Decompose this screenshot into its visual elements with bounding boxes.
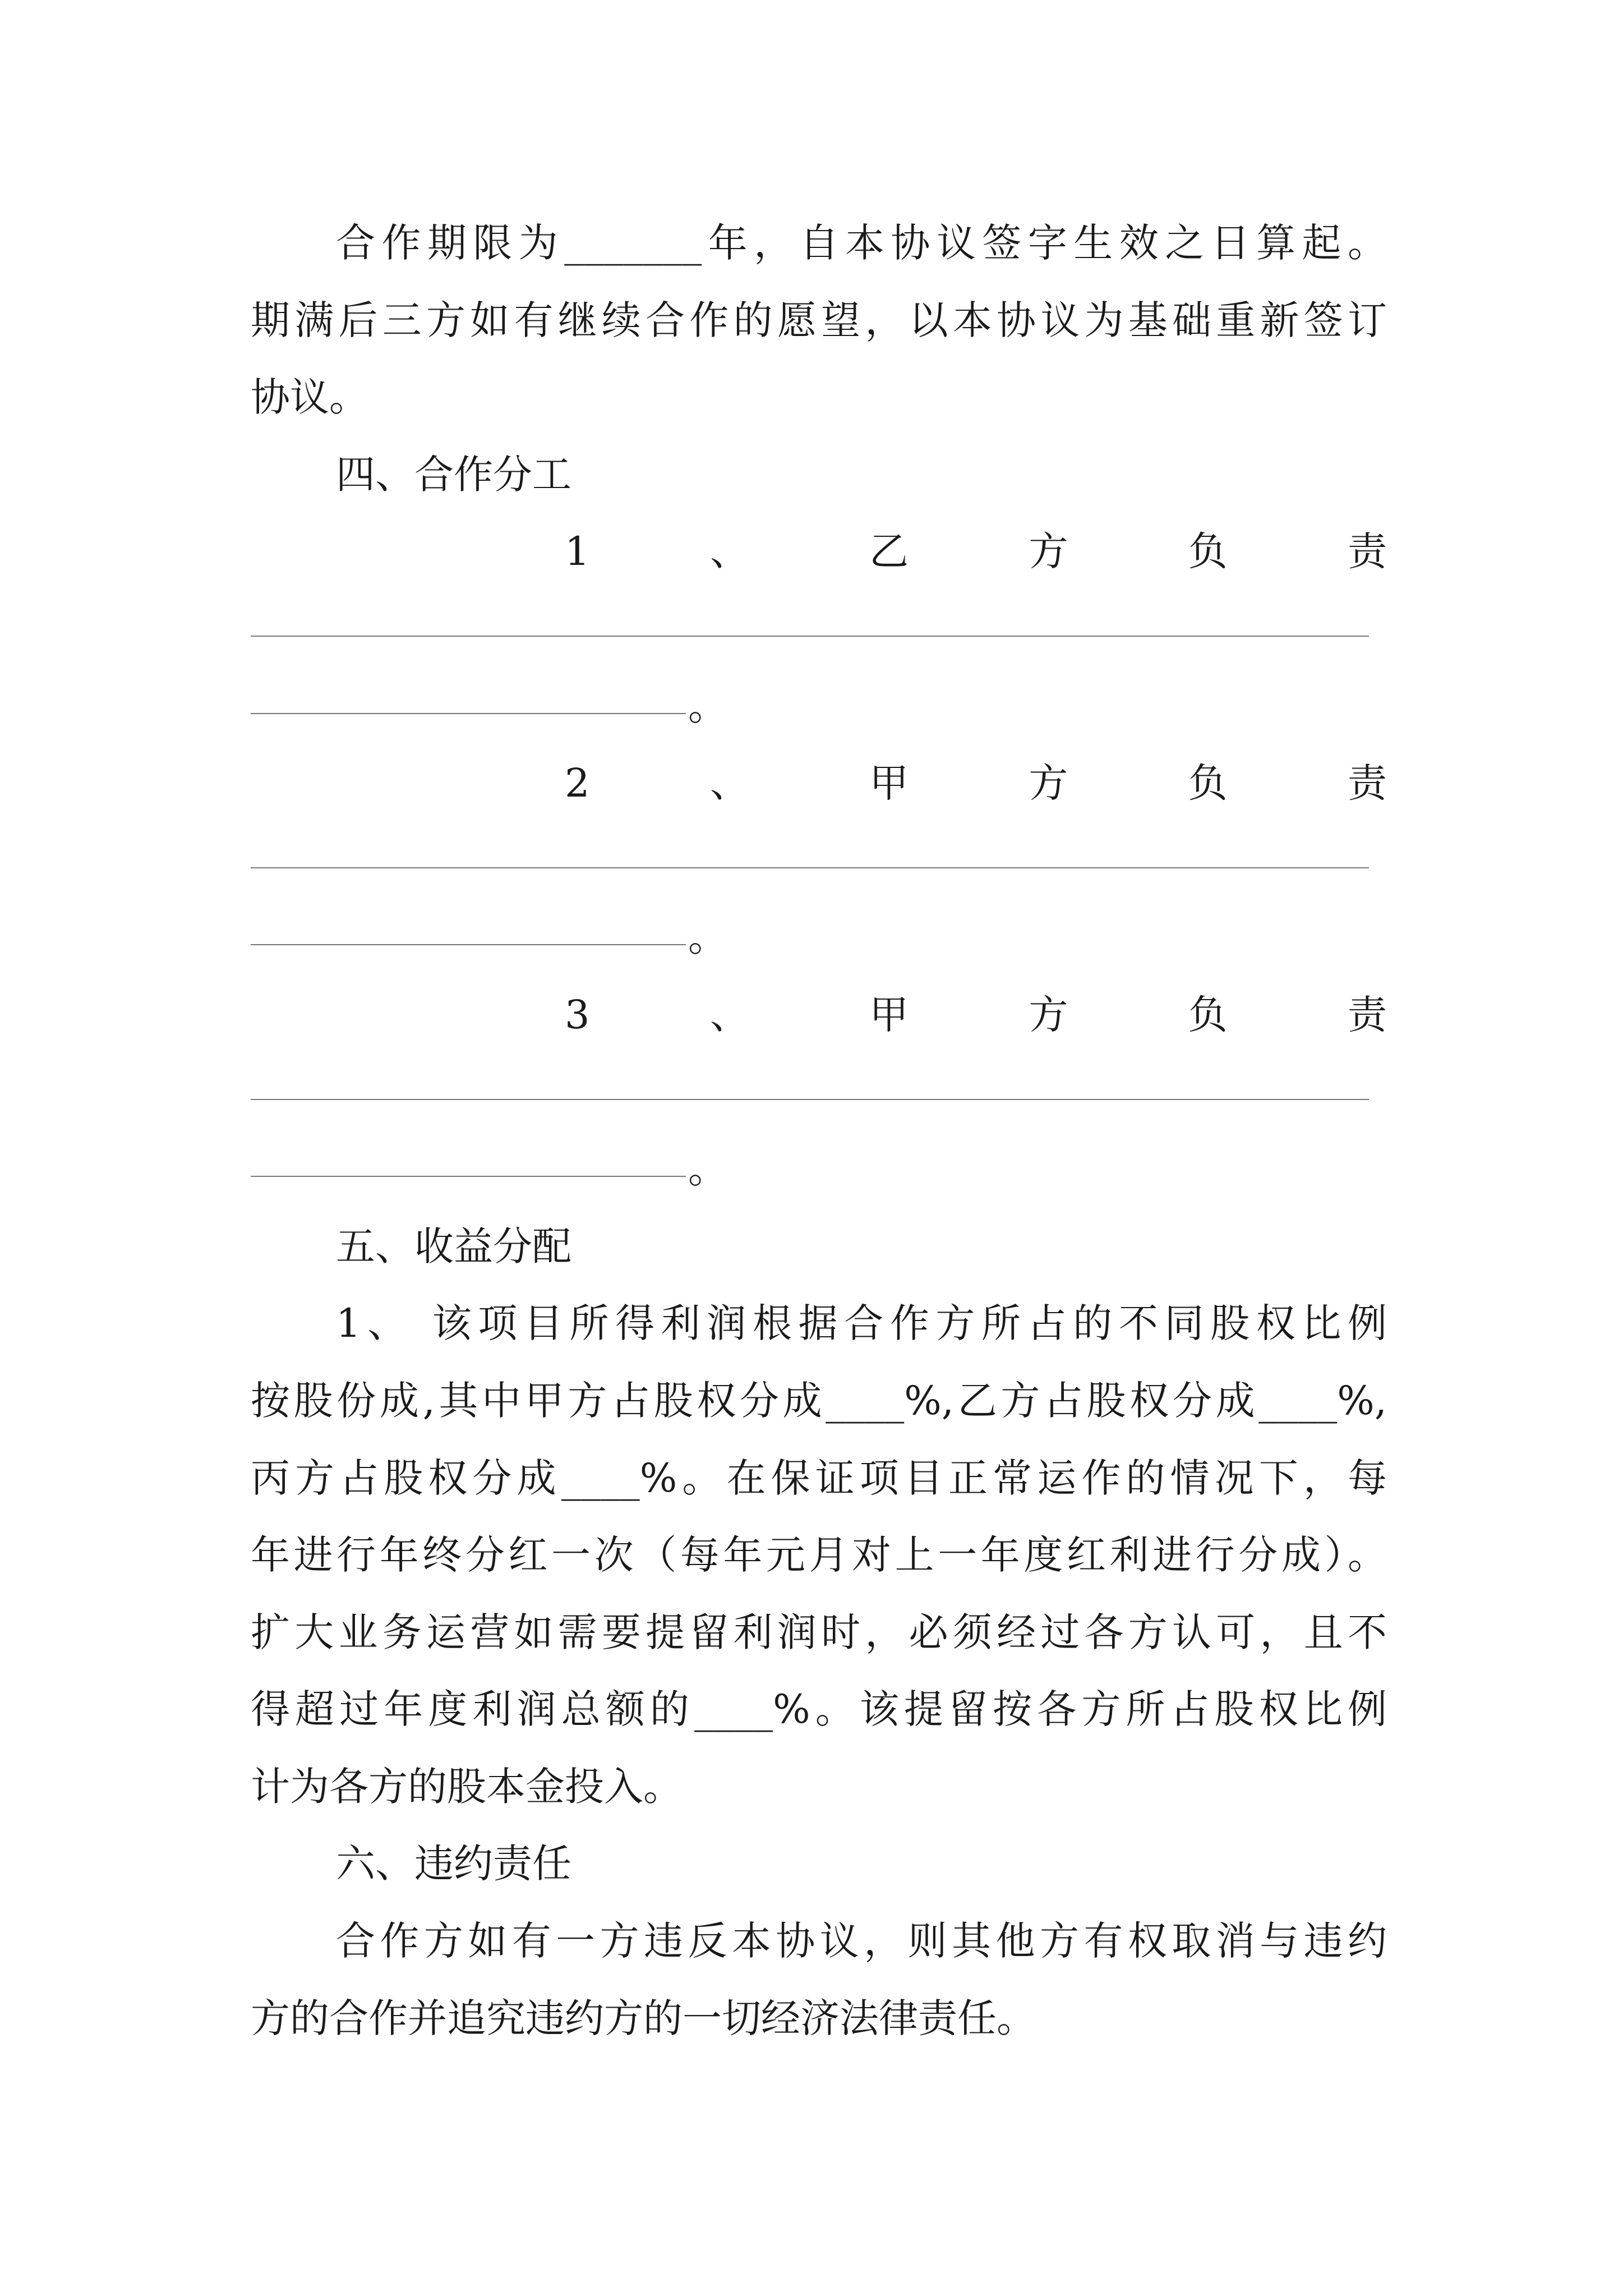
duty-heading-char: 2 — [565, 760, 590, 807]
duty-heading-char: 3 — [565, 991, 590, 1038]
text-line: 合作期限为_______年，自本协议签字生效之日算起。 — [336, 220, 1387, 266]
blank-underline — [251, 944, 686, 945]
duty-heading-char: 责 — [1347, 991, 1387, 1038]
duty-heading-char: 乙 — [869, 528, 909, 575]
text-line: 扩大业务运营如需要提留利润时，必须经过各方认可，且不 — [251, 1609, 1387, 1655]
text-line: 丙方占股权分成____%。在保证项目正常运作的情况下，每 — [251, 1455, 1387, 1501]
text-line: 年进行年终分红一次（每年元月对上一年度红利进行分成）。 — [251, 1532, 1387, 1579]
text-line: 方的合作并追究违约方的一切经济法律责任。 — [251, 1995, 1036, 2041]
duty-heading-char: 甲 — [869, 760, 909, 807]
duty-heading-char: 、 — [709, 528, 749, 575]
text-line: 期满后三方如有继续合作的愿望，以本协议为基础重新签订 — [251, 297, 1387, 343]
fill-in-blank-line — [251, 591, 1387, 668]
line-end-punctuation: 。 — [688, 683, 727, 729]
text-line: 合作方如有一方违反本协议，则其他方有权取消与违约 — [336, 1918, 1387, 1964]
line-end-punctuation: 。 — [688, 1146, 727, 1193]
fill-in-blank-line — [251, 822, 1387, 900]
text-line: 六、违约责任 — [336, 1841, 571, 1887]
text-line: 计为各方的股本金投入。 — [251, 1763, 683, 1810]
text-line: 四、合作分工 — [336, 451, 571, 498]
document-body — [251, 205, 1387, 2057]
text-line: 1、 该项目所得利润根据合作方所占的不同股权比例 — [336, 1300, 1387, 1347]
blank-underline — [251, 867, 1369, 868]
line-end-punctuation: 。 — [688, 914, 727, 961]
fill-in-blank-line — [251, 1131, 1387, 1208]
text-line: 得超过年度利润总额的____%。该提留按各方所占股权比例 — [251, 1686, 1387, 1733]
duty-heading-char: 甲 — [869, 991, 909, 1038]
duty-heading-line — [251, 513, 1387, 591]
duty-heading-char: 方 — [1029, 760, 1068, 807]
duty-heading-line — [251, 977, 1387, 1054]
text-line: 协议。 — [251, 374, 368, 421]
duty-heading-char: 、 — [709, 991, 749, 1038]
duty-heading-char: 负 — [1188, 528, 1228, 575]
blank-underline — [251, 1099, 1369, 1100]
duty-heading-char: 方 — [1029, 991, 1068, 1038]
duty-heading-char: 1 — [565, 528, 590, 575]
blank-underline — [251, 1176, 686, 1177]
blank-underline — [251, 713, 686, 714]
duty-heading-char: 方 — [1029, 528, 1068, 575]
text-line: 五、收益分配 — [336, 1223, 571, 1269]
duty-heading-char: 、 — [709, 760, 749, 807]
fill-in-blank-line — [251, 668, 1387, 746]
blank-underline — [251, 636, 1369, 637]
fill-in-blank-line — [251, 899, 1387, 977]
duty-heading-char: 责 — [1347, 528, 1387, 575]
duty-heading-char: 责 — [1347, 760, 1387, 807]
duty-heading-line — [251, 745, 1387, 822]
fill-in-blank-line — [251, 1054, 1387, 1131]
text-line: 按股份成,其中甲方占股权分成____%,乙方占股权分成____%, — [251, 1377, 1387, 1424]
duty-heading-char: 负 — [1188, 760, 1228, 807]
duty-heading-char: 负 — [1188, 991, 1228, 1038]
